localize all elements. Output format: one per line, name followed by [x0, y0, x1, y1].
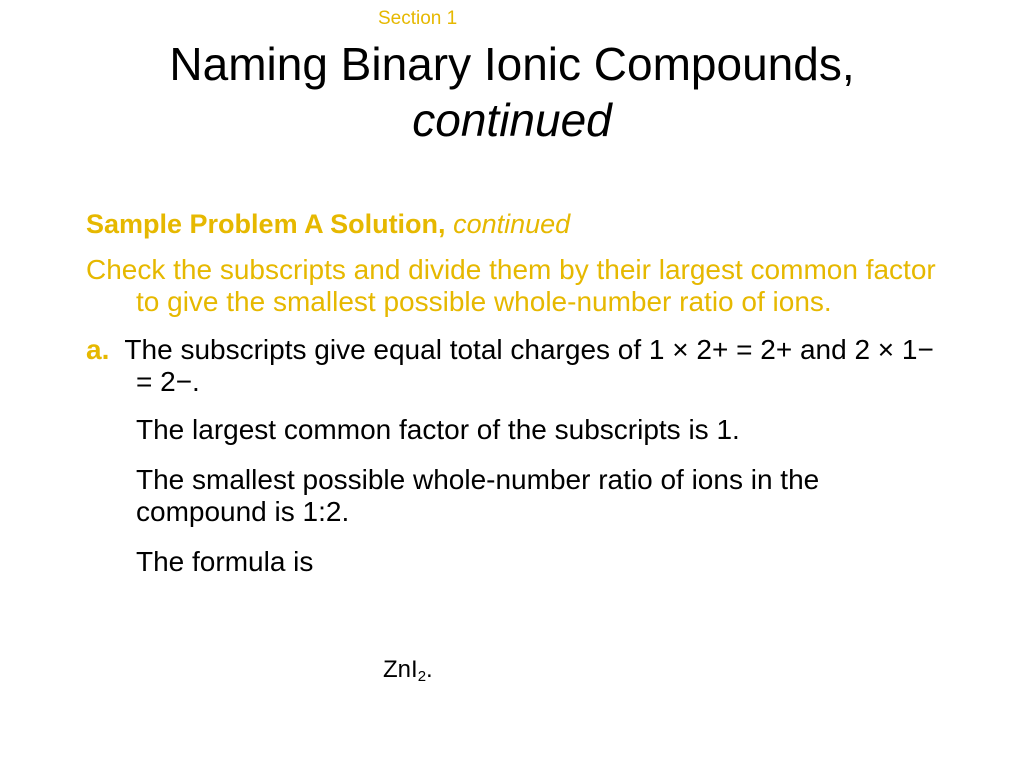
subhead-bold: Sample Problem A Solution,	[86, 209, 446, 239]
slide-title	[0, 36, 1024, 148]
formula	[383, 656, 433, 691]
section-label: Section 1	[378, 8, 458, 29]
sample-problem-subhead	[86, 206, 946, 242]
smallest-ratio-line: The smallest possible whole-number ratio of ions in the compound is 1:2.	[136, 464, 820, 527]
check-subscripts-paragraph: Check the subscripts and divide them by their largest common factor to give the smallest possible whole-number ratio of ions.	[86, 254, 936, 317]
subhead-italic: continued	[453, 209, 571, 239]
formula-subscript: 2	[417, 668, 427, 685]
slide-content	[86, 206, 946, 596]
title-line-2: continued	[412, 94, 612, 146]
formula-intro-line: The formula is	[136, 546, 314, 577]
item-a-text: The subscripts give equal total charges of 1 × 2+ = 2+ and 2 × 1− = 2−.	[124, 334, 934, 397]
item-a-marker: a.	[86, 334, 110, 365]
formula-end: .	[426, 656, 433, 683]
title-line-1: Naming Binary Ionic Compounds,	[169, 38, 855, 90]
formula-base: ZnI	[383, 656, 418, 683]
item-a-paragraph	[86, 334, 946, 398]
largest-factor-line: The largest common factor of the subscripts is 1.	[136, 414, 740, 445]
